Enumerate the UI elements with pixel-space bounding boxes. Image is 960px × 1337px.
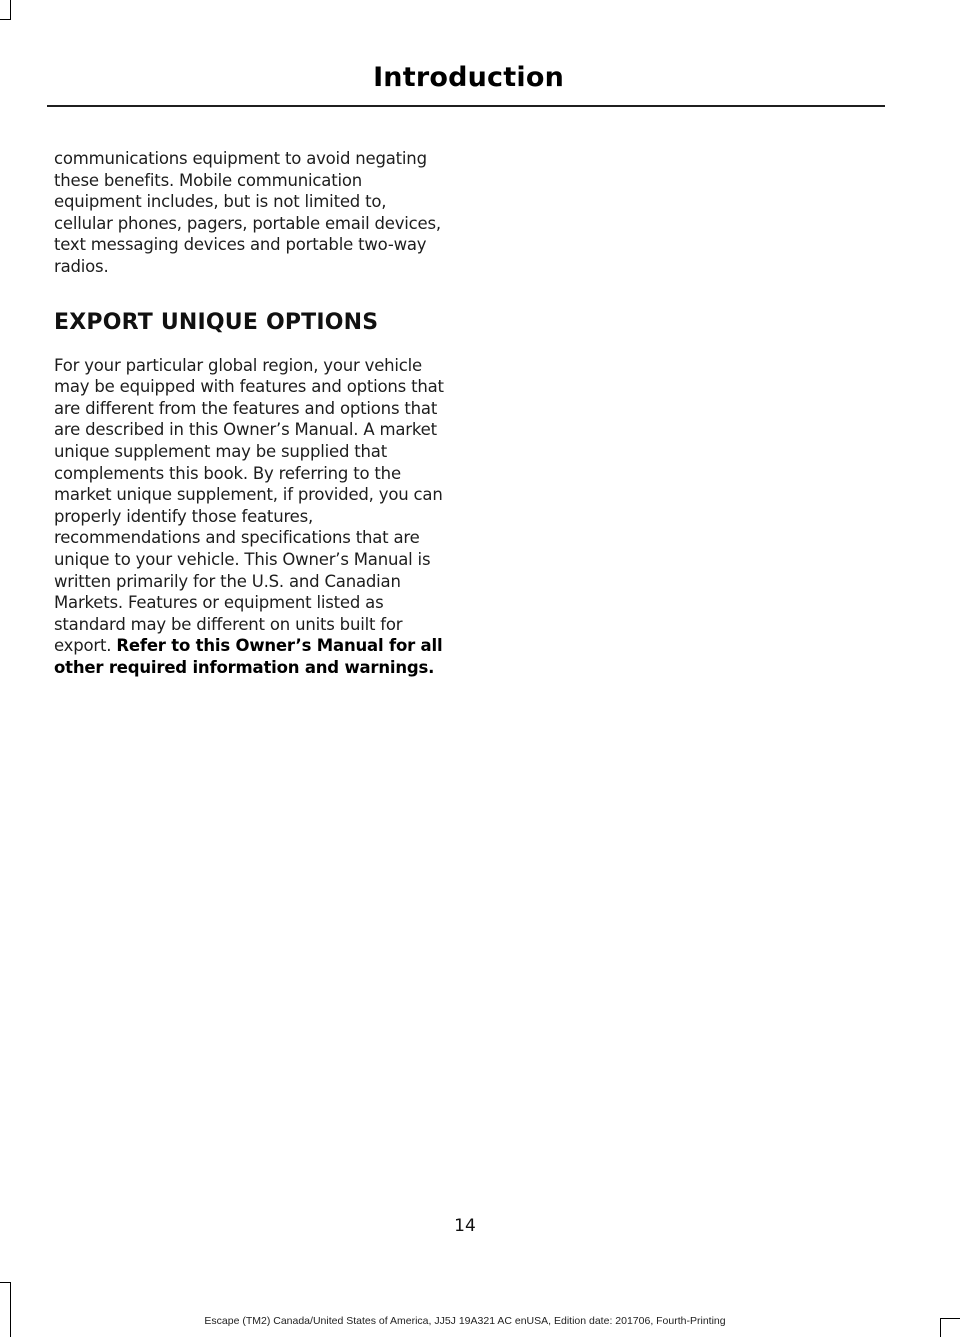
crop-mark-top-left [0,19,11,20]
crop-mark-bottom-right [940,1318,960,1319]
crop-mark-bottom-left [10,1282,11,1337]
header-divider [47,105,885,107]
body-paragraph-export [54,355,449,679]
body-paragraph: communications equipment to avoid negating these benefits. Mobile communication equipment includes, but is not limited to, cellular phones, pagers, portable email devices, text messaging devices and portable two-way radios. [54,149,441,276]
paragraph-text: For your particular global region, your vehicle may be equipped with features and options that are different from the features and options that are described in this Owner’s Manual. A market unique supplement may be supplied that complements this book. By referring to the market unique supplement, if provided, you can properly identify those features, recommendations and specifications that are unique to your vehicle. This Owner’s Manual is written primarily for the U.S. and Canadian Markets. Features or equipment listed as standard may be different on units built for export. [54,355,444,656]
bold-warning-text: Refer to this Owner’s Manual for all other required information and warnings. [54,636,443,677]
crop-mark-bottom-left [0,1282,11,1283]
crop-mark-bottom-right [940,1318,941,1337]
content-column [54,148,449,678]
page-title: Introduction [373,62,564,93]
section-heading: EXPORT UNIQUE OPTIONS [54,309,379,335]
crop-mark-top-left [10,0,11,20]
page-number: 14 [454,1216,476,1236]
edition-note: Escape (TM2) Canada/United States of America, JJ5J 19A321 AC enUSA, Edition date: 201706, Fourth-Printing [204,1315,726,1327]
